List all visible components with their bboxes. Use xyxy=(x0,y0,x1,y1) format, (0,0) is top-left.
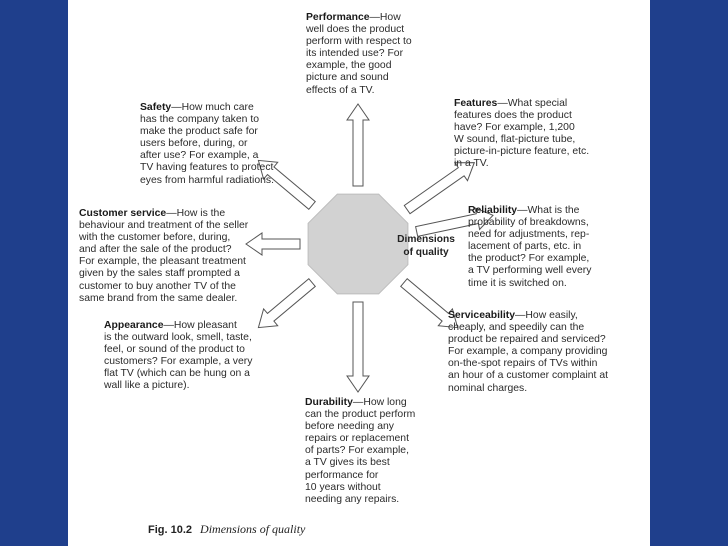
dimension-text: —How much care has the company taken to make the product safe for users before, during, or after use? For example, a TV having features to protect eyes from harmful radiations. xyxy=(140,102,274,186)
dimension-title: Durability xyxy=(305,397,353,408)
dimension-title: Performance xyxy=(306,12,370,23)
dimension-reliability xyxy=(468,205,591,290)
dimension-text: —How easily, cheaply, and speedily can the product be repaired and serviced? For example, a company providing on-the-spot repairs of TVs within an hour of a customer complaint at nominal charges. xyxy=(448,310,608,394)
figure-title: Dimensions of quality xyxy=(200,522,306,536)
dimension-title: Customer service xyxy=(79,208,167,219)
dimension-text: —What is the probability of breakdowns, need for adjustments, rep- lacement of parts, etc. in the product? For example, a TV performing well every time it is switched on. xyxy=(468,205,592,289)
arrow-appearance xyxy=(258,279,315,328)
dimension-text: —How pleasant is the outward look, smell, taste, feel, or sound of the product to customers? For example, a very flat TV (which can be hung on a wall like a picture). xyxy=(104,320,253,392)
dimension-serviceability xyxy=(448,310,608,395)
dimension-customer-service xyxy=(79,208,248,305)
arrow-performance xyxy=(347,104,369,186)
dimension-title: Features xyxy=(454,98,498,109)
dimension-durability xyxy=(305,397,415,506)
arrow-durability xyxy=(347,302,369,392)
dimension-text: —How well does the product perform with respect to its intended use? For example, the good picture and sound effects of a TV. xyxy=(306,12,412,96)
dimension-appearance xyxy=(104,320,252,393)
center-label: Dimensions of quality xyxy=(397,234,455,258)
dimension-text: —What special features does the product have? For example, 1,200 W sound, flat-picture tube, picture-in-picture feature, etc. in a TV. xyxy=(454,98,590,170)
dimension-title: Serviceability xyxy=(448,310,516,321)
dimension-title: Reliability xyxy=(468,205,518,216)
figure-number: Fig. 10.2 xyxy=(148,524,193,536)
figure-caption xyxy=(148,522,305,537)
page xyxy=(68,0,650,546)
dimension-performance xyxy=(306,12,412,97)
dimension-safety xyxy=(140,102,274,187)
dimension-features xyxy=(454,98,589,171)
dimension-text: —How long can the product perform before needing any repairs or replacement of parts? For example, a TV gives its best performance for 10 years without needing any repairs. xyxy=(305,397,416,505)
dimension-title: Appearance xyxy=(104,320,164,331)
dimension-text: —How is the behaviour and treatment of the seller with the customer before, during, and after the sale of the product? For example, the pleasant treatment given by the sales staff prompted a customer to buy another TV of the same brand from the same dealer. xyxy=(79,208,249,304)
dimension-title: Safety xyxy=(140,102,172,113)
arrow-customer-service xyxy=(246,233,300,255)
